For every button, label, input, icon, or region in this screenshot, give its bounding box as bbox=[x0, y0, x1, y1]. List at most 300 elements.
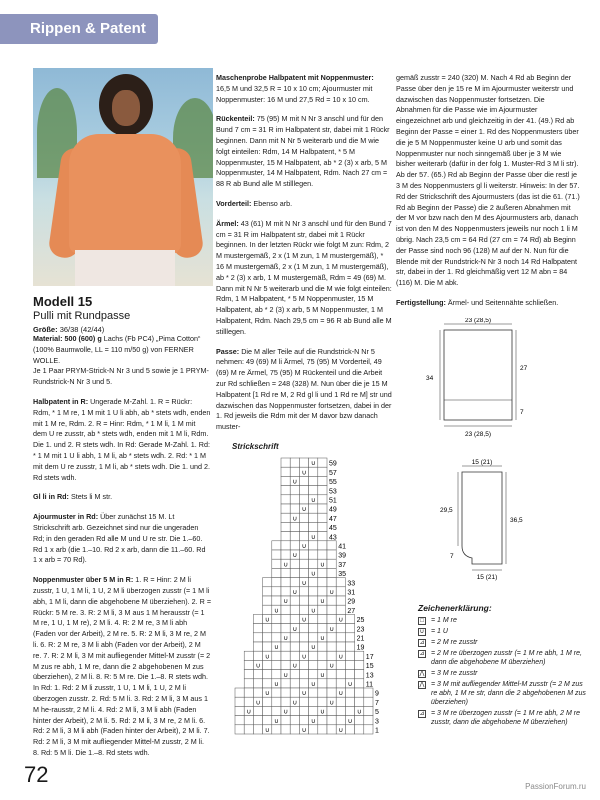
chart-row-label: 43 bbox=[329, 534, 337, 542]
chart-cell bbox=[309, 614, 318, 623]
chart-cell bbox=[318, 476, 327, 485]
chart-stitch-symbol: ∪ bbox=[329, 588, 334, 596]
legend-item bbox=[418, 616, 588, 625]
chart-cell bbox=[355, 651, 364, 660]
chart-cell bbox=[327, 605, 336, 614]
chart-cell bbox=[309, 486, 318, 495]
chart-cell bbox=[272, 633, 281, 642]
chart-cell bbox=[244, 688, 253, 697]
chart-cell bbox=[253, 670, 262, 679]
body-schematic bbox=[422, 318, 542, 442]
chart-cell bbox=[281, 605, 290, 614]
body-top-width-label: 23 (28,5) bbox=[464, 318, 492, 324]
chart-cell bbox=[299, 624, 308, 633]
chart-cell bbox=[272, 660, 281, 669]
body-bottom-width-label: 23 (28,5) bbox=[464, 431, 492, 438]
chart-cell bbox=[272, 651, 281, 660]
chart-cell bbox=[345, 706, 354, 715]
chart-cell bbox=[318, 532, 327, 541]
chart-cell bbox=[336, 605, 345, 614]
chart-cell bbox=[290, 706, 299, 715]
chart-stitch-symbol: ∪ bbox=[292, 624, 298, 633]
chart-stitch-symbol: ∪ bbox=[274, 680, 279, 688]
chart-cell bbox=[281, 725, 290, 734]
chart-cell bbox=[281, 578, 290, 587]
chart-cell bbox=[327, 633, 336, 642]
chart-cell bbox=[318, 642, 327, 651]
chart-cell bbox=[253, 706, 262, 715]
model-skirt bbox=[75, 250, 175, 286]
legend-item bbox=[418, 649, 588, 667]
chart-row-label: 7 bbox=[375, 699, 379, 707]
chart-stitch-symbol: ∪ bbox=[301, 726, 307, 734]
chart-cell bbox=[281, 660, 290, 669]
chart-stitch-symbol: ∪ bbox=[292, 477, 298, 486]
page-number: 72 bbox=[24, 762, 49, 787]
chart-title: Strickschrift bbox=[232, 442, 279, 451]
chart-cell bbox=[336, 660, 345, 669]
chart-cell bbox=[290, 486, 299, 495]
chart-cell bbox=[345, 642, 354, 651]
chart-stitch-symbol: ∪ bbox=[320, 707, 325, 716]
chart-cell bbox=[299, 642, 308, 651]
halbpatent-paragraph: Halbpatent in R: Ungerade M-Zahl. 1. R = Rückr: Rdm, * 1 M re, 1 M mit 1 U li abh, ab * stets wdh, enden mit 1 M re, Rdm. 2. R = Hinr: Rdm, * 1 M li, 1 M mit dem U re zusstr, ab * stets wdh, enden mit 1 M li, Rdm. Die 1. und 2. R stets wdh. In Rd: Gerade M-Zahl. 1. Rd: * 1 M mit 1 U li abh, 1 M li, ab * stets wdh. 2. Rd: * 1 M mit dem U re zusstr, 1 M li, ab * stets wdh. Die 1. und 2. Rd stets wdh. bbox=[33, 396, 211, 482]
chart-cell bbox=[309, 513, 318, 522]
chart-cell bbox=[364, 716, 373, 725]
chart-cell bbox=[244, 697, 253, 706]
chart-cell bbox=[327, 642, 336, 651]
material-paragraph: Material: 500 (600) g Lachs (Fb PC4) „Pima Cotton“ (100% Baumwolle, LL = 110 m/50 g) von FERNER WOLLE. bbox=[33, 334, 201, 365]
chart-cell bbox=[364, 688, 373, 697]
legend-text: = 3 M mit aufliegender Mittel-M zusstr (= 2 M zus re abh, 1 M re str, dann die 2 abgehobenen M zus überziehen) bbox=[431, 681, 586, 706]
chart-cell bbox=[235, 716, 244, 725]
chart-cell bbox=[318, 587, 327, 596]
chart-cell bbox=[336, 596, 345, 605]
chart-cell bbox=[290, 605, 299, 614]
chart-stitch-symbol: ∪ bbox=[292, 514, 298, 523]
chart-row-label: 11 bbox=[365, 681, 374, 689]
chart-cell bbox=[318, 486, 327, 495]
chart-cell bbox=[263, 587, 272, 596]
chart-stitch-symbol: ∪ bbox=[292, 588, 298, 596]
chart-stitch-symbol: ∪ bbox=[292, 551, 298, 560]
chart-cell bbox=[327, 725, 336, 734]
chart-cell bbox=[327, 706, 336, 715]
chart-stitch-symbol: ∪ bbox=[310, 496, 316, 504]
chart-cell bbox=[318, 541, 327, 550]
chart-cell bbox=[272, 596, 281, 605]
size-label: Größe: bbox=[33, 325, 58, 334]
chart-stitch-symbol: ∪ bbox=[301, 578, 307, 587]
chart-row-label: 23 bbox=[356, 626, 365, 634]
chart-stitch-symbol: ∪ bbox=[264, 726, 270, 734]
legend-symbol-icon: ⊿ bbox=[419, 640, 425, 646]
chart-cell bbox=[336, 679, 345, 688]
chart-row-label: 47 bbox=[329, 515, 337, 523]
chart-cell bbox=[345, 725, 354, 734]
chart-cell bbox=[299, 660, 308, 669]
chart-cell bbox=[299, 458, 308, 467]
chart-cell bbox=[299, 605, 308, 614]
chart-cell bbox=[309, 697, 318, 706]
chart-cell bbox=[309, 706, 318, 715]
chart-cell bbox=[318, 614, 327, 623]
chart-cell bbox=[290, 596, 299, 605]
chart-cell bbox=[345, 614, 354, 623]
aermel-paragraph: Ärmel: 43 (61) M mit N Nr 3 anschl und für den Bund 7 cm = 31 R im Halbpatent str, dabei mit 1 Rückr beginnen. In der letzten Rückr wie folgt M zun: Rdm, 2 M mustergemäß, 2 x (1 M zun, 1 M mustergemäß), * 16 M mustergemäß, 2 x (1 M zun, 1 M mustergemäß), ab * 2 (3) x arb, 1 M mustergemäß, Rdm = 49 (69) M. Dann mit N Nr 5 weiterarb und die M wie folgt einteilen: Rdm, 1 M Halbpatent, * 5 M Noppenmuster, 15 M Halbpatent, ab * 2 (3) x arb, 5 M Noppenmuster, 1 M Halbpatent, Rdm. Nach 29,5 cm = 96 R ab Bund alle M stilllegen. bbox=[216, 218, 392, 336]
chart-cell bbox=[290, 578, 299, 587]
chart-cell bbox=[281, 614, 290, 623]
chart-cell bbox=[263, 679, 272, 688]
chart-stitch-symbol: ∪ bbox=[320, 597, 325, 606]
chart-cell bbox=[299, 568, 308, 577]
chart-row-label: 9 bbox=[375, 690, 379, 698]
chart-stitch-symbol: ∪ bbox=[264, 615, 270, 624]
chart-cell bbox=[318, 504, 327, 513]
chart-cell bbox=[272, 550, 281, 559]
chart-cell bbox=[309, 467, 318, 476]
chart-row-label: 3 bbox=[375, 718, 379, 726]
chart-cell bbox=[281, 688, 290, 697]
chart-cell bbox=[272, 688, 281, 697]
chart-cell bbox=[290, 651, 299, 660]
chart-cell bbox=[290, 458, 299, 467]
chart-cell bbox=[327, 541, 336, 550]
chart-row-label: 29 bbox=[347, 598, 356, 606]
chart-cell bbox=[345, 633, 354, 642]
legend-symbol-icon: ⋀ bbox=[419, 671, 425, 677]
chart-cell bbox=[281, 467, 290, 476]
chart-cell bbox=[299, 559, 308, 568]
chart-cell bbox=[244, 725, 253, 734]
model-subtitle: Pulli mit Rundpasse bbox=[33, 310, 131, 322]
legend-items bbox=[418, 616, 588, 727]
chart-cell bbox=[309, 725, 318, 734]
chart-cell bbox=[318, 660, 327, 669]
chart-row-label: 13 bbox=[365, 672, 374, 680]
chart-cell bbox=[263, 697, 272, 706]
section-title-tab bbox=[0, 14, 158, 44]
legend-item bbox=[418, 638, 588, 647]
chart-cell bbox=[318, 578, 327, 587]
chart-stitch-symbol: ∪ bbox=[301, 615, 307, 624]
chart-cell bbox=[299, 522, 308, 531]
chart-cell bbox=[253, 679, 262, 688]
chart-cell bbox=[281, 504, 290, 513]
chart-cell bbox=[290, 679, 299, 688]
chart-cell bbox=[272, 670, 281, 679]
chart-cell bbox=[272, 697, 281, 706]
chart-row-label: 33 bbox=[347, 580, 356, 588]
chart-stitch-symbol: ∪ bbox=[264, 689, 270, 698]
chart-cell bbox=[309, 522, 318, 531]
chart-cell bbox=[263, 706, 272, 715]
chart-cell bbox=[272, 614, 281, 623]
chart-cell bbox=[318, 651, 327, 660]
chart-cell bbox=[281, 532, 290, 541]
chart-cell bbox=[290, 532, 299, 541]
chart-cell bbox=[299, 532, 308, 541]
glatt-paragraph: Gl li in Rd: Stets li M str. bbox=[33, 492, 113, 502]
chart-cell bbox=[336, 706, 345, 715]
chart-cell bbox=[290, 559, 299, 568]
chart-cell bbox=[299, 716, 308, 725]
size-value: 36/38 (42/44) bbox=[59, 325, 105, 334]
instructions-column-2 bbox=[216, 73, 392, 442]
instructions-column-1 bbox=[33, 334, 211, 768]
chart-stitch-symbol: ∪ bbox=[283, 560, 288, 569]
chart-cell bbox=[281, 513, 290, 522]
chart-cell bbox=[318, 458, 327, 467]
chart-cell bbox=[281, 624, 290, 633]
chart-cell bbox=[272, 568, 281, 577]
chart-row-label: 55 bbox=[329, 479, 337, 487]
chart-cell bbox=[309, 660, 318, 669]
chart-cell bbox=[318, 522, 327, 531]
chart-cell bbox=[318, 697, 327, 706]
legend-text: = 1 M re bbox=[431, 617, 457, 624]
model-info bbox=[33, 294, 213, 334]
noppen-paragraph: Noppenmuster über 5 M in R: 1. R = Hinr: 2 M li zusstr, 1 U, 1 M li, 1 U, 2 M li überzogen zusstr (= 1 M li abh, 1 M li, dann die abgehobene M überziehen). 2. R = Rückr: 5 M re. 3. R: 2 M li, 3 M aus 1 M herausstr (= 1 M re, 1 U, 1 M re), 2 M li. 4. R: 2 M re, 3 M li abh (Faden vor der Arbeit), 2 M re. 5. R: 2 M li, 3 M re, 2 M li. 6. R: 2 M re, 3 M li abh (Faden vor der Arbeit), 2 M re. 7. R: 2 M li, 3 M mit aufliegender Mittel-M zusstr (= 2 M zus re abh, 1 M re, dann die 2 abgehobenen M zus überziehen), 2 M li. 8. R: 5 M re. Die 1.–8. R stets wdh. In Rd: 1. Rd: 2 M li zusstr, 1 U, 1 M li, 1 U, 2 M li überzogen zusstr. 2. Rd: 5 M li. 3. Rd: 2 M li, 3 M aus 1 M he-rausstr, 2 M li. 4. Rd: 2 M li, 3 M li abh (Faden hinter der Arbeit), 2 M li. 5. Rd: 2 M li, 3 M re, 2 M li. 6. Rd: 2 M li, 3 M li abh (Faden hinter der Arbeit), 2 M li. 7. Rd: 2 M li, 3 M mit aufliegender Mittel-M zusstr, 2 M li. 8. Rd: 5 M li. Die 1.–8. Rd stets wdh. bbox=[33, 575, 212, 757]
legend-title: Zeichenerklärung: bbox=[418, 603, 492, 613]
ajour-paragraph: Ajourmuster in Rd: Über zunächst 15 M. Lt Strickschrift arb. Gezeichnet sind nur die ungeraden Rd; in den geraden Rd alle M und U re str. Die 1.–60. Rd 1 x arb (die 1.–10. Rd 2 x arb, dann die 11.–60. Rd 1 x arb = 70 Rd). bbox=[33, 512, 206, 565]
chart-cell bbox=[281, 716, 290, 725]
chart-cell bbox=[318, 624, 327, 633]
chart-stitch-symbol: ∪ bbox=[347, 680, 353, 688]
chart-cell bbox=[318, 550, 327, 559]
chart-cell bbox=[290, 495, 299, 504]
chart-cell bbox=[253, 651, 262, 660]
instructions-column-3 bbox=[396, 73, 580, 318]
chart-stitch-symbol: ∪ bbox=[310, 459, 316, 468]
chart-cell bbox=[355, 697, 364, 706]
chart-cell bbox=[299, 513, 308, 522]
chart-cell bbox=[327, 716, 336, 725]
chart-stitch-symbol: ∪ bbox=[320, 560, 325, 569]
chart-row-label: 17 bbox=[365, 653, 374, 661]
chart-cell bbox=[336, 587, 345, 596]
chart-cell bbox=[309, 550, 318, 559]
chart-row-label: 15 bbox=[365, 663, 374, 671]
chart-cell bbox=[299, 697, 308, 706]
chart-cell bbox=[281, 495, 290, 504]
model-photo bbox=[33, 68, 213, 286]
chart-stitch-symbol: ∪ bbox=[310, 569, 316, 578]
chart-cell bbox=[235, 706, 244, 715]
chart-row-label: 53 bbox=[329, 488, 337, 496]
chart-cell bbox=[235, 688, 244, 697]
chart-cell bbox=[318, 513, 327, 522]
legend-symbol-icon: □ bbox=[418, 617, 426, 625]
legend-symbol-icon: ⊿ bbox=[419, 711, 425, 717]
chart-cell bbox=[290, 522, 299, 531]
chart-stitch-symbol: ∪ bbox=[338, 726, 344, 734]
chart-cell bbox=[281, 486, 290, 495]
legend-text: = 2 M re zusstr bbox=[431, 639, 478, 646]
chart-stitch-symbol: ∪ bbox=[320, 634, 325, 642]
chart-cell bbox=[235, 725, 244, 734]
chart-cell bbox=[263, 596, 272, 605]
chart-cell bbox=[355, 725, 364, 734]
chart-cell bbox=[318, 605, 327, 614]
chart-cell bbox=[290, 614, 299, 623]
chart-cell bbox=[290, 541, 299, 550]
legend-item bbox=[418, 680, 588, 707]
legend-item bbox=[418, 669, 588, 678]
sleeve-top-width-label: 15 (21) bbox=[471, 459, 493, 466]
chart-cell bbox=[309, 541, 318, 550]
chart-cell bbox=[327, 550, 336, 559]
chart-cell bbox=[281, 568, 290, 577]
chart-cell bbox=[309, 624, 318, 633]
chart-stitch-symbol: ∪ bbox=[274, 716, 279, 725]
chart-cell bbox=[318, 467, 327, 476]
chart-cell bbox=[263, 716, 272, 725]
chart-cell bbox=[244, 660, 253, 669]
sleeve-right-height-label: 36,5 bbox=[510, 517, 523, 524]
chart-stitch-symbol: ∪ bbox=[246, 707, 252, 716]
chart-cell bbox=[272, 725, 281, 734]
chart-stitch-symbol: ∪ bbox=[301, 689, 307, 698]
chart-stitch-symbol: ∪ bbox=[310, 680, 316, 688]
chart-stitch-symbol: ∪ bbox=[301, 542, 307, 550]
needles-paragraph: Je 1 Paar PRYM-Strick-N Nr 3 und 5 sowie je 1 PRYM-Rundstrick-N Nr 3 und 5. bbox=[33, 366, 209, 387]
chart-cell bbox=[318, 688, 327, 697]
chart-row-label: 49 bbox=[329, 506, 337, 514]
chart-cell bbox=[272, 706, 281, 715]
sleeve-bund-label: 7 bbox=[450, 553, 454, 560]
chart-cell bbox=[318, 495, 327, 504]
chart-cell bbox=[299, 670, 308, 679]
legend bbox=[418, 604, 588, 729]
chart-cell bbox=[299, 706, 308, 715]
chart-row-label: 45 bbox=[329, 525, 337, 533]
chart-cell bbox=[336, 670, 345, 679]
legend-symbol-icon: ⋀ bbox=[419, 682, 425, 688]
chart-cell bbox=[345, 651, 354, 660]
chart-cell bbox=[263, 633, 272, 642]
sleeve-outline bbox=[462, 472, 502, 564]
chart-stitch-symbol: ∪ bbox=[329, 698, 334, 707]
chart-cell bbox=[272, 541, 281, 550]
chart-row-label: 19 bbox=[356, 644, 365, 652]
chart-cell bbox=[327, 614, 336, 623]
chart-stitch-symbol: ∪ bbox=[283, 670, 288, 679]
chart-stitch-symbol: ∪ bbox=[338, 615, 344, 624]
chart-cell bbox=[290, 688, 299, 697]
chart-row-label: 37 bbox=[338, 561, 346, 569]
chart-stitch-symbol: ∪ bbox=[356, 707, 362, 716]
chart-stitch-symbol: ∪ bbox=[301, 468, 307, 477]
chart-cell bbox=[281, 697, 290, 706]
chart-stitch-symbol: ∪ bbox=[255, 661, 261, 670]
chart-stitch-symbol: ∪ bbox=[329, 624, 334, 633]
chart-cell bbox=[327, 568, 336, 577]
chart-cell bbox=[309, 504, 318, 513]
chart-cell bbox=[263, 578, 272, 587]
fertigstellung-paragraph: Fertigstellung: Ärmel- und Seitennähte schließen. bbox=[396, 297, 559, 307]
chart-cell bbox=[336, 697, 345, 706]
chart-cell bbox=[336, 716, 345, 725]
chart-cell bbox=[290, 642, 299, 651]
legend-text: = 1 U bbox=[431, 628, 448, 635]
knitting-chart bbox=[225, 456, 411, 746]
chart-stitch-symbol: ∪ bbox=[283, 597, 288, 606]
chart-stitch-symbol: ∪ bbox=[301, 652, 307, 661]
chart-cell bbox=[281, 679, 290, 688]
model-face bbox=[112, 90, 140, 126]
chart-cell bbox=[336, 633, 345, 642]
chart-stitch-symbol: ∪ bbox=[283, 634, 288, 642]
model-size bbox=[33, 325, 213, 334]
chart-stitch-symbol: ∪ bbox=[310, 532, 316, 541]
chart-row-label: 1 bbox=[375, 727, 379, 735]
chart-stitch-symbol: ∪ bbox=[320, 670, 325, 679]
chart-cell bbox=[309, 476, 318, 485]
chart-row-label: 51 bbox=[329, 497, 337, 505]
chart-cell bbox=[244, 716, 253, 725]
body-bund-label: 7 bbox=[520, 409, 524, 416]
chart-cell bbox=[281, 541, 290, 550]
chart-row-label: 59 bbox=[329, 460, 337, 468]
body-outline bbox=[444, 330, 512, 420]
rueckenteil-paragraph: Rückenteil: 75 (95) M mit N Nr 3 anschl und für den Bund 7 cm = 31 R im Halbpatent str, dabei mit 1 Rückr beginnen. Dann mit N Nr 5 weiterarb und die M wie folgt einteilen: Rdm, 14 M Halbpatent, * 5 M Noppenmuster, 15 M Halbpatent, ab * 2 (3) x arb, 5 M Noppenmuster, 14 M Halbpatent, Rdm. Nach 27 cm = 88 R ab Bund alle M stilllegen. bbox=[216, 114, 390, 189]
section-title: Rippen & Patent bbox=[30, 20, 146, 37]
legend-item bbox=[418, 709, 588, 727]
chart-cell bbox=[290, 725, 299, 734]
chart-stitch-symbol: ∪ bbox=[283, 707, 288, 716]
chart-cell bbox=[272, 559, 281, 568]
chart-cell bbox=[364, 725, 373, 734]
chart-stitch-symbol: ∪ bbox=[329, 661, 334, 670]
chart-row-label: 21 bbox=[356, 635, 365, 643]
chart-stitch-symbol: ∪ bbox=[264, 652, 270, 661]
chart-cell bbox=[309, 633, 318, 642]
chart-cell bbox=[272, 624, 281, 633]
chart-stitch-symbol: ∪ bbox=[301, 505, 307, 514]
chart-cell bbox=[235, 697, 244, 706]
chart-cell bbox=[364, 697, 373, 706]
chart-cell bbox=[244, 679, 253, 688]
chart-cell bbox=[263, 670, 272, 679]
chart-cell bbox=[253, 633, 262, 642]
chart-cell bbox=[299, 596, 308, 605]
legend-symbol-icon: ∪ bbox=[419, 629, 425, 635]
continued-paragraph: gemäß zusstr = 240 (320) M. Nach 4 Rd ab Beginn der Passe über den je 15 re M im Ajourmuster weiterstr und dazwischen das Noppenmuster fortsetzen. Die Abnahmen für die Passe wie im Ajourmuster eingezeichnet arb und gleichzeitig in der 41. (49.) Rd ab Beginn der Passe = einer 1. Rd des Noppenmusters über die je 5 M Noppenmuster keine U arb und somit das Noppenmuster nur noch sinngemäß über je 3 M wie bisher weiterarb (dafür in der folg 1. Muster-Rd 3 M li str). Ab der 57. (65.) Rd ab Beginn der Passe über die restl je 3 M des Noppenmusters gl li weiterstr. Hinweis: In der 57. Rd der Strickschrift des Ajourmusters (das ist die 61. (71.) Rd ab Beginn der Passe) die 2 äußeren Abnahmen mit der M vor bzw nach den M des Ajourmusters arb, danach ist von den M des Noppenmusters jeweils nur noch 1 li M übrig. Nach 23,5 cm = 64 Rd (27 cm = 74 Rd) ab Beginn der Passe sind noch 96 (128) M auf der N. Nun für die Blende mit der Rundstrick-N Nr 3 noch 14 Rd Halbpatent str, dabei in der 1. Rd gleichmäßig vert 12 M abn = 84 (116) M. Die M abk. bbox=[396, 73, 580, 288]
chart-cell bbox=[327, 679, 336, 688]
chart-cell bbox=[281, 651, 290, 660]
chart-grid bbox=[225, 456, 411, 746]
chart-row-label: 25 bbox=[356, 617, 365, 625]
watermark: PassionForum.ru bbox=[525, 782, 586, 791]
chart-cell bbox=[253, 624, 262, 633]
chart-cell bbox=[244, 670, 253, 679]
vorderteil-paragraph: Vorderteil: Ebenso arb. bbox=[216, 198, 293, 208]
chart-cell bbox=[281, 458, 290, 467]
chart-cell bbox=[299, 486, 308, 495]
body-right-height-label: 27 bbox=[520, 365, 528, 372]
chart-cell bbox=[290, 467, 299, 476]
chart-stitch-symbol: ∪ bbox=[338, 689, 344, 698]
chart-cell bbox=[263, 624, 272, 633]
chart-cell bbox=[299, 476, 308, 485]
chart-row-label: 31 bbox=[347, 589, 356, 597]
chart-cell bbox=[253, 614, 262, 623]
chart-cell bbox=[299, 679, 308, 688]
chart-cell bbox=[327, 651, 336, 660]
chart-stitch-symbol: ∪ bbox=[274, 643, 279, 652]
chart-cell bbox=[309, 688, 318, 697]
